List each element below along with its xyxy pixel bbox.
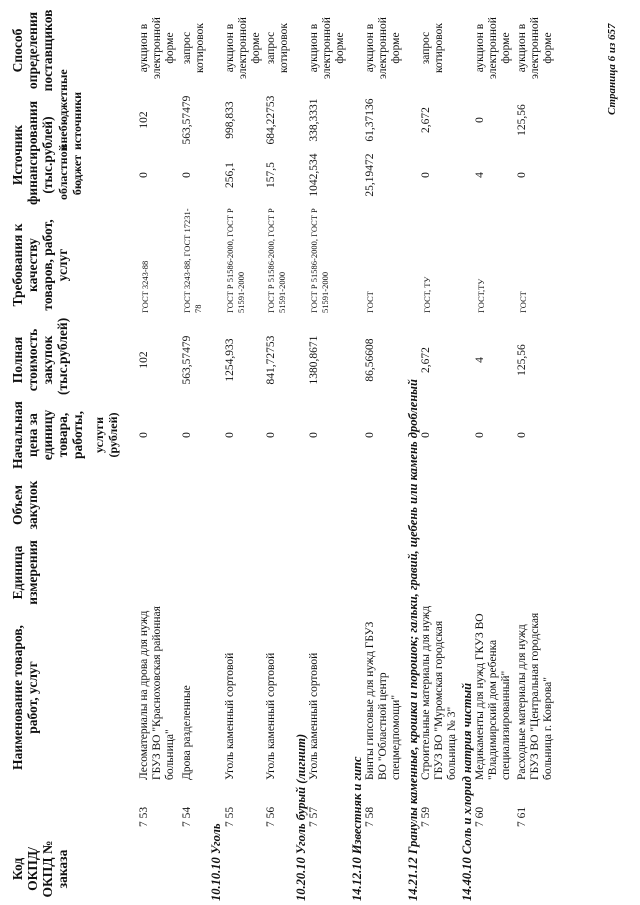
row-method: запрос котировок <box>420 23 445 73</box>
row-method: аукцион в электронной форме <box>516 17 554 79</box>
header-code: Код ОКПД/ ОКПД № заказа <box>10 840 70 898</box>
row-method: аукцион в электронной форме <box>364 17 402 79</box>
row-code: 7 56 <box>265 806 277 827</box>
row-cost: 563,57479 <box>181 335 193 385</box>
row-name: Бинты гипсовые для нужд ГБУЗ ВО "Областной центр спецмедпомощи" <box>364 621 402 780</box>
row-code: 7 54 <box>181 806 193 827</box>
header-method: Способ определения поставщиков <box>10 9 55 92</box>
header-source-extra: внебюджетные источники <box>56 69 84 150</box>
row-method: аукцион в электронной форме <box>224 17 262 79</box>
row-method: запрос котировок <box>265 23 290 73</box>
row-code: 7 59 <box>420 806 432 827</box>
group-heading: 10.10.10 Уголь <box>209 823 223 901</box>
row-cost: 2,672 <box>420 347 432 373</box>
row-extra: 998,833 <box>224 101 236 139</box>
group-heading: 10.20.10 Уголь бурый (лигнит) <box>294 733 308 901</box>
row-reg: 0 <box>181 172 193 178</box>
row-name: Уголь каменный сортовой <box>265 652 277 780</box>
row-code: 7 53 <box>138 806 150 827</box>
row-cost: 125,56 <box>516 344 528 376</box>
row-name: Медикаменты для нужд ГКУЗ ВО "Владимирский дом ребенка специализированный" <box>474 613 512 780</box>
row-reg: 157,5 <box>265 162 277 188</box>
row-code: 7 58 <box>364 806 376 827</box>
row-cost: 841,72753 <box>265 335 277 385</box>
header-sources: Источник финансирования (тыс.рублей) <box>10 100 55 205</box>
row-extra: 563,57479 <box>181 95 193 145</box>
row-req: ГОСТ 3243-88 <box>140 260 150 313</box>
row-req: ГОСТ <box>365 291 375 313</box>
row-price: 0 <box>308 432 320 438</box>
row-reg: 25,19472 <box>364 153 376 197</box>
row-reg: 4 <box>474 172 486 178</box>
row-req: ГОСТ <box>518 291 528 313</box>
row-reg: 0 <box>138 172 150 178</box>
row-cost: 86,56608 <box>364 338 376 382</box>
row-name: Уголь каменный сортовой <box>308 652 320 780</box>
row-req: ГОСТ Р 51586-2000, ГОСТ Р 51591-2000 <box>225 208 246 313</box>
header-source-regional: областной бюджет <box>56 144 84 200</box>
row-price: 0 <box>420 432 432 438</box>
row-price: 0 <box>181 432 193 438</box>
row-reg: 256,1 <box>224 162 236 188</box>
header-init-price-unit: услуги (рублей) <box>92 412 120 458</box>
header-init-price: Начальная цена за единицу товара, работы, <box>10 401 85 469</box>
group-heading: 14.12.10 Известняк и гипс <box>350 756 364 901</box>
row-reg: 0 <box>420 172 432 178</box>
row-price: 0 <box>138 432 150 438</box>
row-req: ГОСТ Р 51586-2000, ГОСТ Р 51591-2000 <box>309 208 330 313</box>
row-reg: 1042,534 <box>308 153 320 197</box>
row-method: запрос котировок <box>181 23 206 73</box>
row-extra: 2,672 <box>420 107 432 133</box>
row-reg: 0 <box>516 172 528 178</box>
row-name: Уголь каменный сортовой <box>224 652 236 780</box>
row-cost: 1380,8671 <box>308 335 320 385</box>
row-req: ГОСТ 3243-88, ГОСТ 17231-78 <box>182 208 203 313</box>
header-name: Наименование товаров, работ, услуг <box>10 625 40 770</box>
row-price: 0 <box>265 432 277 438</box>
group-heading: 14.21.12 Гранулы каменные, крошка и порошок; гальки, гравий, щебень или камень дробленый <box>406 379 420 901</box>
row-extra: 102 <box>138 111 150 129</box>
header-unit: Единица измерения <box>10 540 40 605</box>
row-extra: 684,22753 <box>265 95 277 145</box>
row-code: 7 61 <box>516 806 528 827</box>
header-requirements: Требования к качеству товаров, работ, услуг <box>10 219 70 311</box>
group-heading: 14.40.10 Соль и хлорид натрия чистый <box>460 682 474 901</box>
header-volume: Объем закупок <box>10 480 40 530</box>
row-name: Лесоматериалы на дрова для нужд ГБУЗ ВО "Красноховская районная больница" <box>138 606 176 780</box>
row-name: Расходные материалы для нужд ГБУЗ ВО "Центральная городская больница г. Коврова" <box>516 612 554 780</box>
row-method: аукцион в электронной форме <box>308 17 346 79</box>
header-full-cost: Полная стоимость закупок (тыс.рублей) <box>10 317 70 395</box>
row-code: 7 55 <box>224 806 236 827</box>
row-req: ГОСТ Р 51586-2000, ГОСТ Р 51591-2000 <box>266 208 287 313</box>
page-number: Страница 6 из 657 <box>606 23 618 115</box>
row-extra: 0 <box>474 117 486 123</box>
row-method: аукцион в электронной форме <box>474 17 512 79</box>
row-price: 0 <box>224 432 236 438</box>
row-price: 0 <box>364 432 376 438</box>
row-name: Дрова разделенные <box>181 685 193 780</box>
row-code: 7 60 <box>474 806 486 827</box>
row-extra: 61,37136 <box>364 98 376 142</box>
row-method: аукцион в электронной форме <box>138 17 176 79</box>
row-name: Строительные материалы для нужд ГБУЗ ВО "Муромская городская больница № 3" <box>420 605 458 780</box>
row-code: 7 57 <box>308 806 320 827</box>
row-cost: 1254,933 <box>224 338 236 382</box>
row-price: 0 <box>474 432 486 438</box>
row-extra: 338,3331 <box>308 98 320 142</box>
row-cost: 102 <box>138 351 150 369</box>
row-extra: 125,56 <box>516 104 528 136</box>
row-req: ГОСТ,ТУ <box>476 278 486 313</box>
row-req: ГОСТ, ТУ <box>422 276 432 313</box>
row-cost: 4 <box>474 357 486 363</box>
row-price: 0 <box>516 432 528 438</box>
